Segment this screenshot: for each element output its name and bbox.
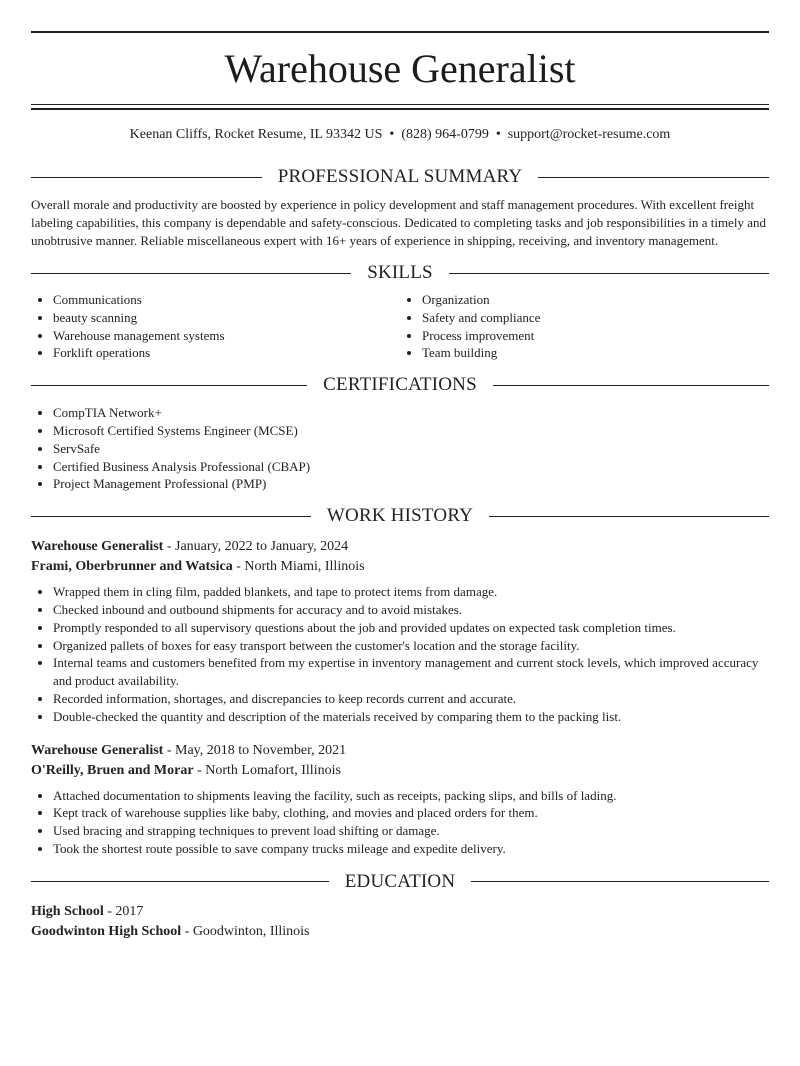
job-bullet: • Internal teams and customers benefited from my expertise in inventory management and current stock levels, which improved accuracy and product availability. [53, 654, 769, 690]
job-entry [31, 537, 769, 725]
education-entry [31, 902, 769, 942]
top-divider [31, 31, 769, 33]
job-bullet: • Wrapped them in cling film, padded blankets, and tape to protect items from damage. [53, 583, 769, 601]
heading-rule [31, 516, 311, 517]
heading-rule [31, 385, 307, 386]
job-title-line [31, 741, 769, 761]
heading-rule [493, 385, 769, 386]
job-bullet: • Used bracing and strapping techniques to prevent load shifting or damage. [53, 822, 769, 840]
section-title: CERTIFICATIONS [323, 374, 477, 396]
education-year: - 2017 [103, 903, 144, 919]
job-bullet: • Double-checked the quantity and description of the materials received by comparing them to the packing list. [53, 708, 769, 726]
job-bullet: • Recorded information, shortages, and discrepancies to keep records current and accurate. [53, 690, 769, 708]
skill-item: • Organization [422, 291, 769, 309]
job-company-line [31, 557, 769, 577]
resume-page [31, 31, 769, 942]
summary-heading [31, 166, 769, 188]
job-company: Frami, Oberbrunner and Watsica [31, 559, 233, 575]
resume-name: Warehouse Generalist [224, 46, 576, 91]
skill-item: • beauty scanning [53, 309, 400, 327]
contact-email: support@rocket-resume.com [507, 127, 671, 142]
section-title: PROFESSIONAL SUMMARY [277, 166, 523, 187]
contact-line [31, 126, 769, 144]
skill-item: • Safety and compliance [422, 309, 769, 327]
job-location: - North Miami, Illinois [232, 559, 365, 575]
certification-item: • Certified Business Analysis Professional (CBAP) [53, 458, 769, 476]
education-heading [31, 871, 769, 893]
job-bullets [31, 583, 769, 725]
certification-item: • ServSafe [53, 440, 769, 458]
certifications-list [31, 404, 769, 493]
job-bullet: • Took the shortest route possible to save company trucks mileage and expedite delivery. [53, 840, 769, 858]
contact-separator: • [495, 127, 501, 142]
section-title: WORK HISTORY [326, 505, 474, 527]
education-degree-line [31, 902, 769, 922]
certification-item: • CompTIA Network+ [53, 404, 769, 422]
certification-item: • Microsoft Certified Systems Engineer (MCSE) [53, 422, 769, 440]
job-company-line [31, 761, 769, 781]
job-dates: - January, 2022 to January, 2024 [163, 539, 349, 555]
heading-rule [489, 516, 769, 517]
section-title: SKILLS [367, 262, 433, 283]
summary-text: Overall morale and productivity are boosted by experience in policy development and staff management procedures. With excellent freight labeling capabilities, this company is dependable and safety-conscious. Dedicated to completing tasks and job responsibilities in a timely and unobtrusive manner. Reliable miscellaneous expert with 16+ years of experience in shipping, receiving, and inventory management. [31, 197, 767, 248]
job-bullet: • Organized pallets of boxes for easy transport between the customer's location and the storage facility. [53, 637, 769, 655]
skill-item: • Forklift operations [53, 344, 400, 362]
header-divider [31, 104, 769, 110]
job-bullet: • Checked inbound and outbound shipments for accuracy and to avoid mistakes. [53, 601, 769, 619]
job-bullet: • Promptly responded to all supervisory questions about the job and provided updates on expected task completion times. [53, 619, 769, 637]
skills-list [31, 291, 769, 362]
education-location: - Goodwinton, Illinois [181, 923, 310, 939]
skill-item: • Communications [53, 291, 400, 309]
contact-separator: • [389, 127, 395, 142]
education-school-line [31, 922, 769, 942]
section-title: EDUCATION [344, 870, 456, 892]
job-bullet: • Attached documentation to shipments leaving the facility, such as receipts, packing slips, and bills of lading. [53, 787, 769, 805]
job-bullets [31, 787, 769, 858]
education-degree: High School [31, 903, 104, 919]
job-location: - North Lomafort, Illinois [193, 762, 341, 778]
skill-item: • Team building [422, 344, 769, 362]
skills-column-left [31, 291, 400, 362]
contact-phone: (828) 964-0799 [401, 127, 489, 142]
job-company: O'Reilly, Bruen and Morar [31, 762, 194, 778]
work-history-heading [31, 505, 769, 527]
job-entry [31, 741, 769, 858]
certifications-heading [31, 374, 769, 396]
job-bullet: • Kept track of warehouse supplies like baby, clothing, and movies and placed orders for them. [53, 804, 769, 822]
skills-column-right [400, 291, 769, 362]
skill-item: • Warehouse management systems [53, 327, 400, 345]
contact-address: Keenan Cliffs, Rocket Resume, IL 93342 US [129, 127, 383, 142]
heading-rule [538, 177, 769, 178]
heading-rule [471, 881, 769, 882]
job-title-line [31, 537, 769, 557]
education-school: Goodwinton High School [31, 923, 182, 939]
skills-heading [31, 262, 769, 284]
certification-item: • Project Management Professional (PMP) [53, 475, 769, 493]
skill-item: • Process improvement [422, 327, 769, 345]
heading-rule [31, 177, 262, 178]
heading-rule [449, 273, 769, 274]
job-title: Warehouse Generalist [31, 539, 164, 555]
heading-rule [31, 881, 329, 882]
heading-rule [31, 273, 351, 274]
job-title: Warehouse Generalist [31, 742, 164, 758]
job-dates: - May, 2018 to November, 2021 [163, 742, 347, 758]
